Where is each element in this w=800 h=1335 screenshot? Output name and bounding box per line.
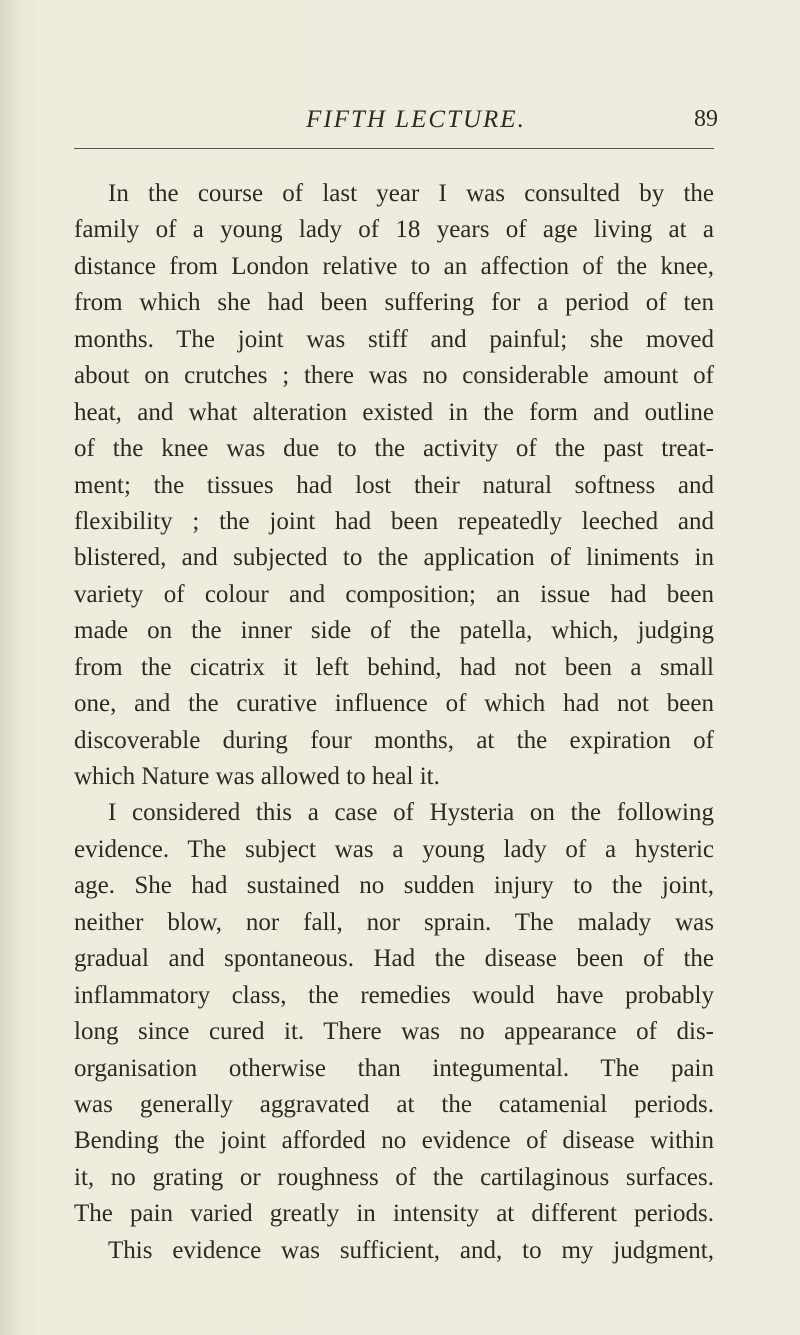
- text-line: ment; the tissues had lost their natural softness and: [74, 471, 714, 499]
- text-line: about on crutches ; there was no considerable amount of: [74, 362, 714, 390]
- running-title: FIFTH LECTURE.: [306, 106, 526, 133]
- text-line: organisation otherwise than integumental. The pain: [74, 1054, 714, 1082]
- text-line: This evidence was sufficient, and, to my judgment,: [108, 1236, 714, 1264]
- text-line: discoverable during four months, at the expiration of: [74, 726, 714, 754]
- text-line: months. The joint was stiff and painful; she moved: [74, 325, 714, 353]
- text-line: The pain varied greatly in intensity at different periods.: [74, 1200, 714, 1228]
- text-line: which Nature was allowed to heal it.: [74, 763, 440, 790]
- text-line: distance from London relative to an affection of the knee,: [74, 252, 714, 280]
- text-line: I considered this a case of Hysteria on the following: [108, 799, 714, 827]
- page-number: 89: [694, 106, 718, 132]
- text-line: family of a young lady of 18 years of age living at a: [74, 216, 714, 244]
- text-line: it, no grating or roughness of the cartilaginous surfaces.: [74, 1163, 714, 1191]
- text-line: In the course of last year I was consulted by the: [108, 180, 714, 207]
- text-line: Bending the joint afforded no evidence of disease within: [74, 1127, 714, 1155]
- body-text: [74, 176, 714, 1296]
- text-line: heat, and what alteration existed in the form and outline: [74, 398, 714, 426]
- text-line: evidence. The subject was a young lady of a hysteric: [74, 835, 714, 863]
- page-header: [266, 106, 718, 146]
- text-line: one, and the curative influence of which had not been: [74, 690, 714, 718]
- text-line: was generally aggravated at the catamenial periods.: [74, 1090, 714, 1118]
- text-line: inflammatory class, the remedies would have probably: [74, 981, 714, 1009]
- text-line: from the cicatrix it left behind, had not been a small: [74, 653, 714, 681]
- text-line: of the knee was due to the activity of the past treat-: [74, 435, 714, 463]
- header-rule: [74, 148, 714, 149]
- text-line: made on the inner side of the patella, which, judging: [74, 617, 714, 645]
- text-line: flexibility ; the joint had been repeatedly leeched and: [74, 507, 714, 535]
- text-line: variety of colour and composition; an issue had been: [74, 580, 714, 608]
- text-line: gradual and spontaneous. Had the disease been of the: [74, 945, 714, 973]
- text-line: age. She had sustained no sudden injury to the joint,: [74, 872, 714, 900]
- text-line: from which she had been suffering for a period of ten: [74, 289, 714, 317]
- text-line: neither blow, nor fall, nor sprain. The malady was: [74, 908, 714, 936]
- text-line: long since cured it. There was no appearance of dis-: [74, 1018, 714, 1046]
- text-line: blistered, and subjected to the application of liniments in: [74, 544, 714, 572]
